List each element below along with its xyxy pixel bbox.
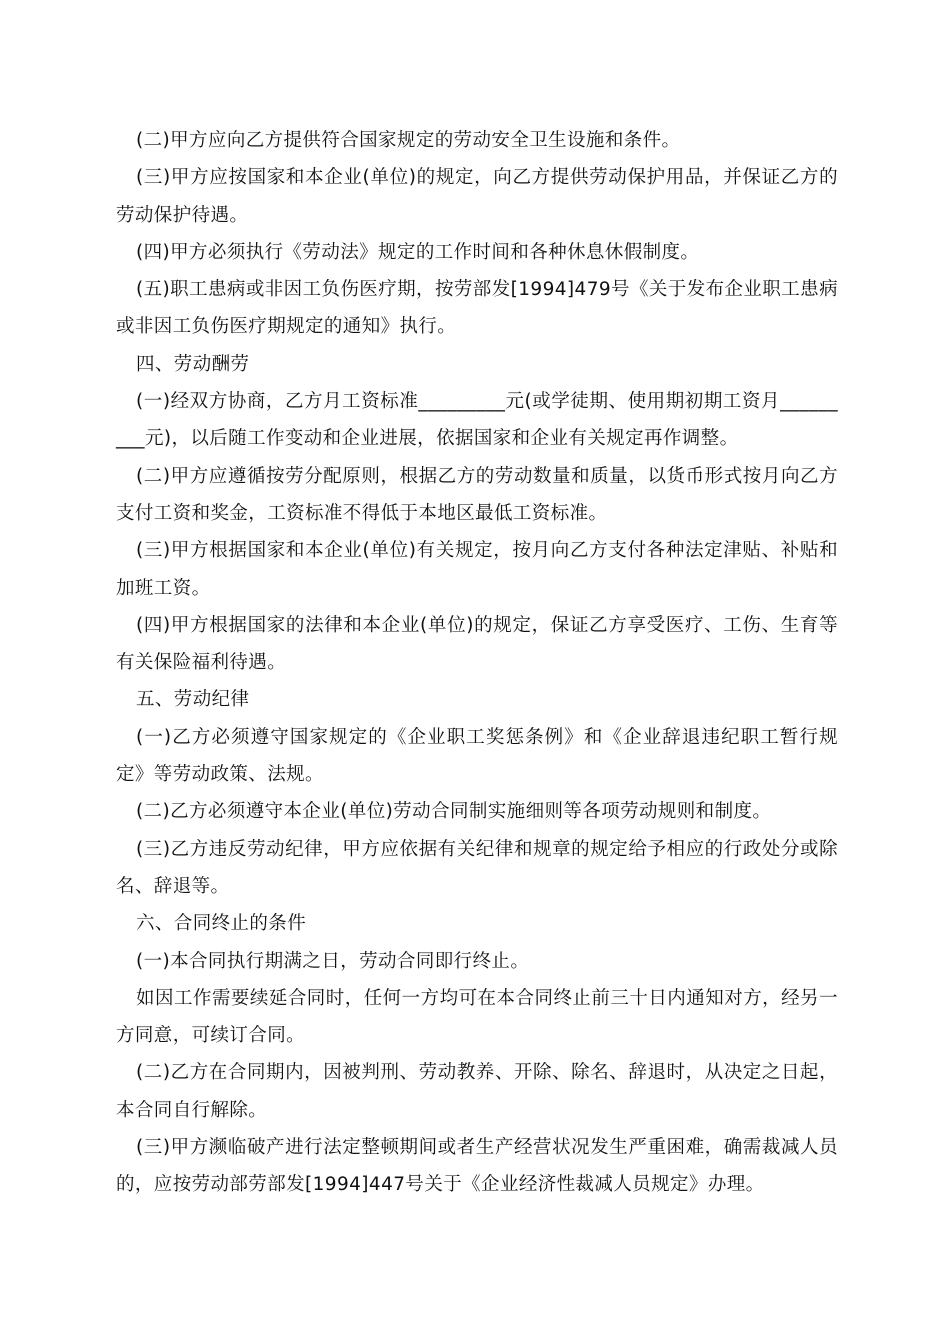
paragraph-2-5: (五)职工患病或非因工负伤医疗期，按劳部发[1994]479号《关于发布企业职工患病或非因工负伤医疗期规定的通知》执行。: [116, 279, 838, 338]
paragraph-5-3: (三)乙方违反劳动纪律，甲方应依据有关纪律和规章的规定给予相应的行政处分或除名、辞退等。: [116, 838, 838, 897]
paragraph-6-3: (三)甲方濒临破产进行法定整顿期间或者生产经营状况发生严重困难，确需裁减人员的，应按劳动部劳部发[1994]447号关于《企业经济性裁减人员规定》办理。: [116, 1137, 838, 1196]
section-heading-6: 六、合同终止的条件: [136, 913, 307, 935]
paragraph-2-2: (二)甲方应向乙方提供符合国家规定的劳动安全卫生设施和条件。: [136, 130, 681, 151]
paragraph-4-4: (四)甲方根据国家的法律和本企业(单位)的规定，保证乙方享受医疗、工伤、生育等有关保险福利待遇。: [116, 614, 838, 674]
paragraph-5-2: (二)乙方必须遵守本企业(单位)劳动合同制实施细则等各项劳动规则和制度。: [136, 801, 772, 823]
paragraph-6-1: (一)本合同执行期满之日，劳动合同即行终止。: [136, 950, 530, 972]
paragraph-6-1-extension: 如因工作需要续延合同时，任何一方均可在本合同终止前三十日内通知对方，经另一方同意，可续订合同。: [116, 987, 838, 1047]
document-body: [116, 122, 838, 1204]
paragraph-4-3: (三)甲方根据国家和本企业(单位)有关规定，按月向乙方支付各种法定津贴、补贴和加班工资。: [116, 540, 838, 599]
paragraph-2-4: (四)甲方必须执行《劳动法》规定的工作时间和各种休息休假制度。: [136, 241, 700, 263]
paragraph-2-3: (三)甲方应按国家和本企业(单位)的规定，向乙方提供劳动保护用品，并保证乙方的劳动保护待遇。: [116, 167, 838, 226]
paragraph-6-2: (二)乙方在合同期内，因被判刑、劳动教养、开除、除名、辞退时，从决定之日起，本合同自行解除。: [116, 1062, 838, 1121]
paragraph-4-1: (一)经双方协商，乙方月工资标准_________元(或学徒期、使用期初期工资月_________元)，以后随工作变动和企业进展，依据国家和企业有关规定再作调整。: [116, 391, 838, 450]
paragraph-4-2: (二)甲方应遵循按劳分配原则，根据乙方的劳动数量和质量，以货币形式按月向乙方支付工资和奖金，工资标准不得低于本地区最低工资标准。: [116, 465, 838, 524]
section-heading-4: 四、劳动酬劳: [136, 353, 250, 375]
paragraph-5-1: (一)乙方必须遵守国家规定的《企业职工奖惩条例》和《企业辞退违纪职工暂行规定》等劳动政策、法规。: [116, 726, 838, 786]
section-heading-5: 五、劳动纪律: [136, 689, 250, 711]
